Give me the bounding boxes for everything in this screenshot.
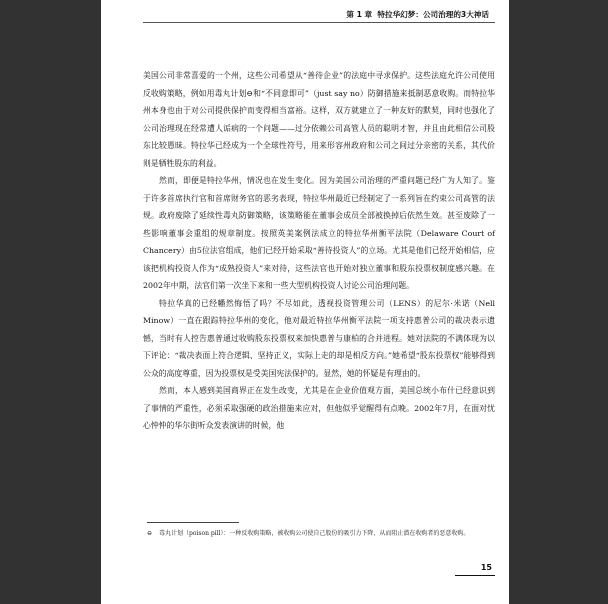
body-text [143,67,495,435]
paragraph-4: 然而，本人感到美国商界正在发生改变，尤其是在企业价值观方面，美国总统小布什已经意识到了事情的严重性，必须采取强硬的政治措施来应对，但他似乎觉醒得有点晚。2002年7月，在面对忧心忡忡的华尔街听众发表演讲的时候，他 [143,386,495,430]
book-page [101,0,509,604]
paragraph-2: 然而，即便是特拉华州，情况也在发生变化。因为美国公司治理的严重问题已经广为人知了。鉴于许多首席执行官和首席财务官的恶劣表现，特拉华州最近已经制定了一系列旨在约束公司高管的法规。政府废除了延续性毒丸防御策略，该策略能在董事会成员全部被换掉后依然生效。甚至废除了一些影响董事会重组的规章制度。按照英美案例法成立的特拉华州衡平法院（Delaware Court of Chancery）由5位法官组成，他们已经开始采取“善待投资人”的立场。尤其是他们已经开始相信，应该把机构投资人作为“成熟投资人”来对待，这些法官也开始对独立董事和股东投票权制度感兴趣。在2002年中期，法官们第一次坐下来和一些大型机构投资人讨论公司治理问题。 [143,176,495,290]
running-header [346,9,489,20]
paragraph-3: 特拉华真的已经幡然悔悟了吗？不尽如此，透视投资管理公司（LENS）的尼尔·米诺（Nell Minow）一直在跟踪特拉华州的变化，他对最近特拉华州衡平法院一项支持惠普公司的裁决表示遗憾，当时有人控告惠普通过收购股东投票权来加快惠普与康柏的合并进程。她对法院的不满体现为以下评论：“裁决表面上符合逻辑、坚持正义，实际上走的却是相反方向。”她希望“股东投票权”能够得到公众的高度尊重，因为投票权是受美国宪法保护的。显然，她的怀疑是有理由的。 [143,298,495,378]
chapter-label: 第 1 章 [346,10,373,19]
page-number: 15 [480,563,492,572]
paragraph-1: 美国公司非常喜爱的一个州，这些公司希望从“善待企业”的法庭中寻求保护。这些法庭允许公司使用反收购策略，例如用毒丸计划⊖和“不同意即可”（just say no）防御措施来抵制恶意收购。而特拉华州本身也由于对公司提供保护而变得相当富裕。这样，双方就建立了一种友好的默契，同时也强化了公司治理现在经常遭人诟病的一个问题——过分依赖公司高管人员的聪明才智，并且由此相信公司股东比较愚昧。特拉华已经成为一个全球性符号，用来形容州政府和公司之间过分亲密的关系，其代价则是牺牲股东的利益。 [143,71,495,168]
footnote-text: 毒丸计划（poison pill）：一种反收购策略，被收购公司使自己股份的吸引力下降，从而阻止潜在收购者的恶意收购。 [159,530,470,537]
chapter-title: 特拉华幻梦：公司治理的3大神话 [377,10,489,19]
footnote-marker: ⊖ [147,530,153,537]
page-number-underline [455,575,495,576]
header-divider [143,22,495,23]
footnote [147,528,491,540]
footnote-divider [147,522,239,523]
